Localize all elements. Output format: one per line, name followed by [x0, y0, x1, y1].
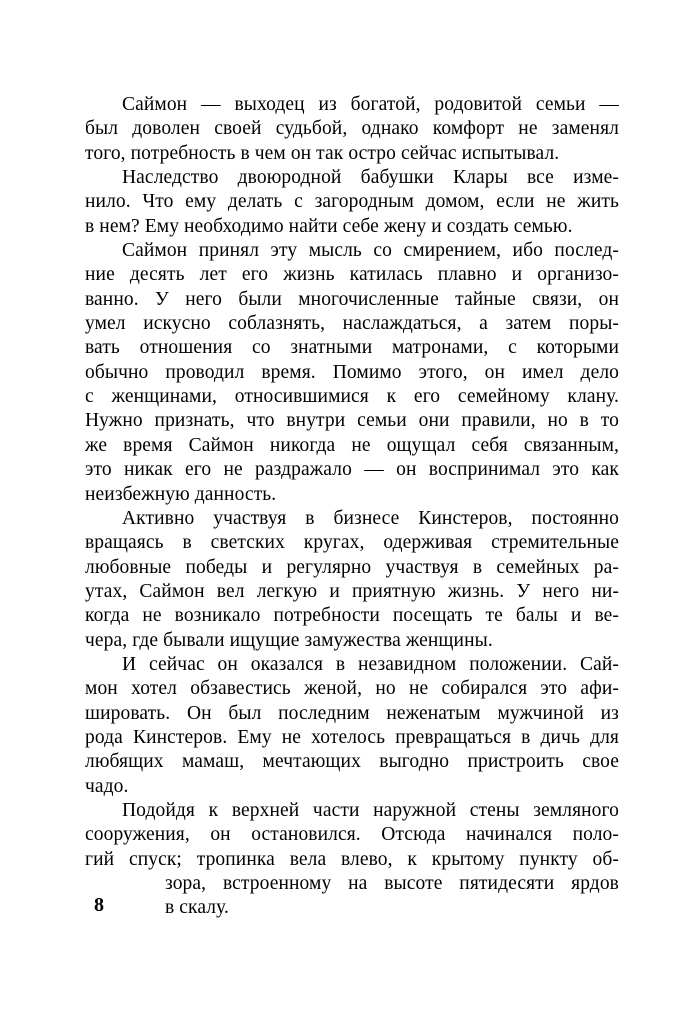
- text-line: Наследство двоюродной бабушки Клары все изме-: [122, 167, 619, 189]
- text-line: чадо.: [85, 775, 129, 797]
- page-number: 8: [94, 894, 104, 916]
- body-text-block: [85, 93, 619, 921]
- text-line: Саймон — выходец из богатой, родовитой семьи —: [122, 94, 619, 115]
- text-line: Нужно признать, что внутри семьи они правили, но в то: [85, 410, 619, 432]
- text-line: умел искусно соблазнять, наслаждаться, а затем поры-: [85, 313, 619, 335]
- text-line: вать отношения со знатными матронами, с которыми: [85, 337, 619, 359]
- text-line: чера, где бывали ищущие замужества женщины.: [85, 629, 493, 651]
- text-line: Активно участвуя в бизнесе Кинстеров, постоянно: [122, 507, 619, 529]
- text-line: ванно. У него были многочисленные тайные связи, он: [85, 288, 619, 310]
- text-line: сооружения, он остановился. Отсюда начинался поло-: [85, 824, 619, 846]
- text-line: с женщинами, относившимися к его семейному клану.: [85, 386, 619, 408]
- text-line: ние десять лет его жизнь катилась плавно и организо-: [85, 264, 619, 286]
- text-line: был доволен своей судьбой, однако комфорт не заменял: [85, 118, 619, 140]
- text-line: в нем? Ему необходимо найти себе жену и создать семью.: [85, 215, 573, 237]
- text-line: зора, встроенному на высоте пятидесяти ярдов: [165, 873, 619, 894]
- text-line: шировать. Он был последним неженатым мужчиной из: [85, 702, 619, 724]
- text-line: вращаясь в светских кругах, одерживая стремительные: [85, 532, 619, 554]
- text-line: любящих мамаш, мечтающих выгодно пристроить свое: [85, 751, 619, 773]
- text-line: гий спуск; тропинка вела влево, к крытому пункту об-: [85, 848, 619, 870]
- text-line: того, потребность в чем он так остро сейчас испытывал.: [85, 142, 560, 164]
- text-line: И сейчас он оказался в незавидном положении. Сай-: [122, 653, 619, 675]
- text-line: когда не возникало потребности посещать те балы и ве-: [85, 605, 619, 627]
- text-line: Саймон принял эту мысль со смирением, ибо послед-: [122, 240, 619, 262]
- text-line: рода Кинстеров. Ему не хотелось превращаться в дичь для: [85, 726, 619, 748]
- text-line: неизбежную данность.: [85, 483, 277, 505]
- text-line: нило. Что ему делать с загородным домом, если не жить: [85, 191, 619, 213]
- text-line: обычно проводил время. Помимо этого, он имел дело: [85, 361, 619, 383]
- text-line: же время Саймон никогда не ощущал себя связанным,: [85, 434, 619, 456]
- text-line: в скалу.: [165, 897, 229, 919]
- text-line: любовные победы и регулярно участвуя в семейных ра-: [85, 556, 619, 578]
- text-line: Подойдя к верхней части наружной стены земляного: [122, 799, 619, 821]
- text-line: мон хотел обзавестись женой, но не собирался это афи-: [85, 678, 619, 700]
- text-line: утах, Саймон вел легкую и приятную жизнь. У него ни-: [85, 580, 619, 602]
- text-line: это никак его не раздражало — он воспринимал это как: [85, 459, 619, 481]
